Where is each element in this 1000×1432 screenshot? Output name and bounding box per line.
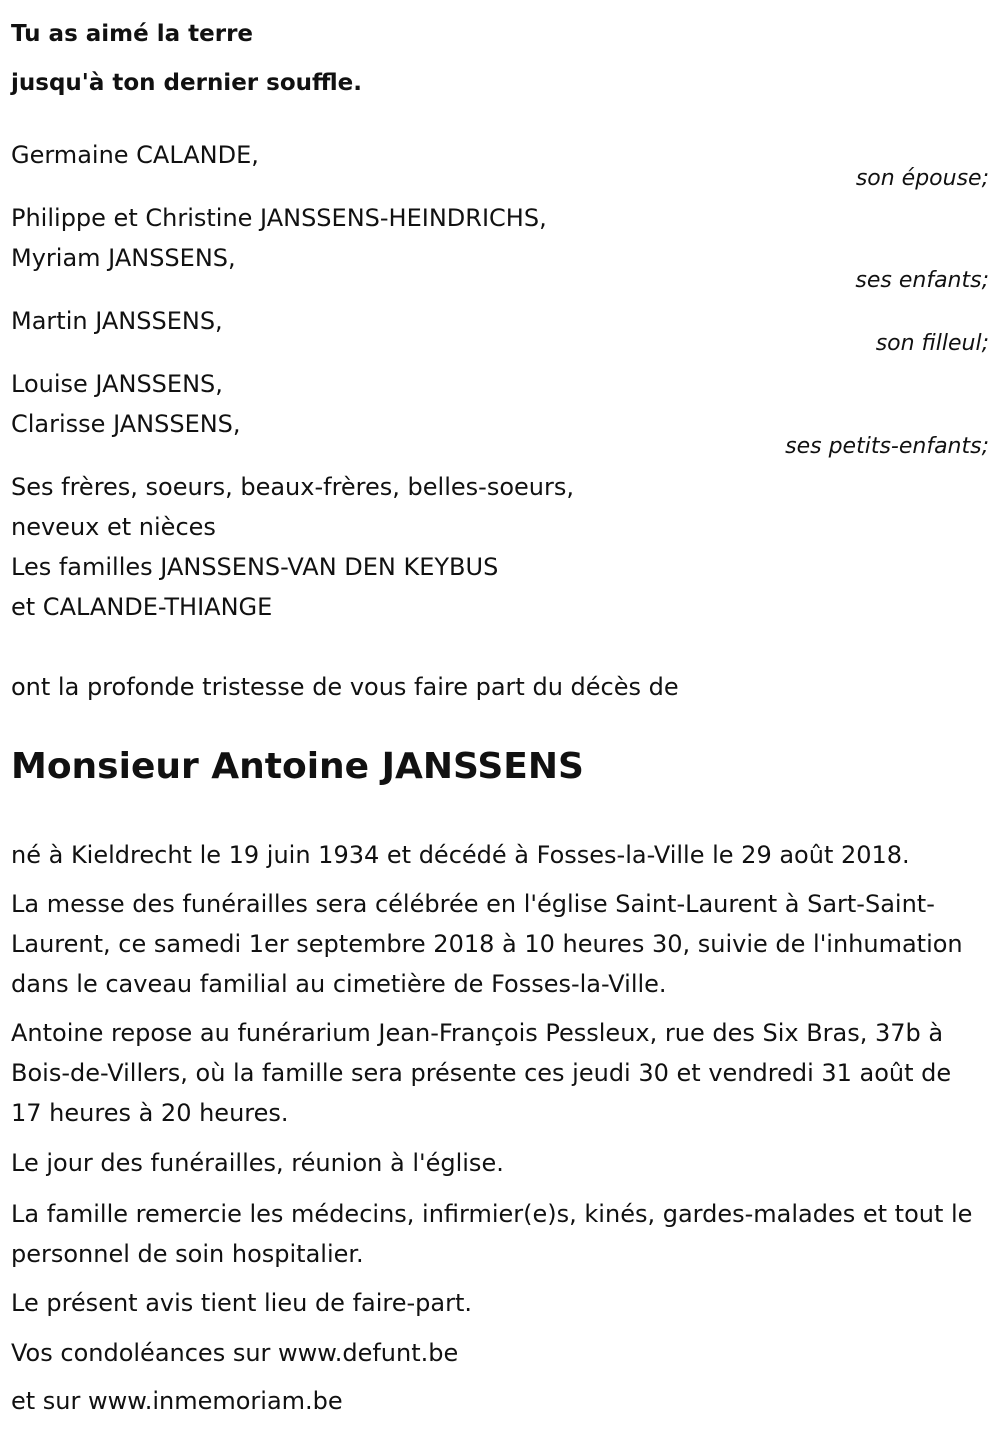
child-name: Philippe et Christine JANSSENS-HEINDRICHS, (11, 204, 547, 232)
notice-note: Le présent avis tient lieu de faire-part. (11, 1289, 473, 1317)
godson-name: Martin JANSSENS, (11, 307, 223, 335)
funerarium-details: Antoine repose au funérarium Jean-François Pessleux, rue des Six Bras, 37b à Bois-de-Villers, où la famille sera présente ces jeudi 30 et vendredi 31 août de 17 heures à 20 heures. (11, 1019, 952, 1127)
epigraph-line-1: Tu as aimé la terre (11, 21, 254, 47)
thanks-note: La famille remercie les médecins, infirmier(e)s, kinés, gardes-malades et tout le personnel de soin hospitalier. (11, 1200, 973, 1268)
birth-death-details: né à Kieldrecht le 19 juin 1934 et décédé à Fosses-la-Ville le 29 août 2018. (11, 841, 910, 869)
deceased-name: Monsieur Antoine JANSSENS (11, 746, 584, 787)
spouse-name: Germaine CALANDE, (11, 141, 259, 169)
funeral-mass-details: La messe des funérailles sera célébrée en l'église Saint-Laurent à Sart-Saint-Laurent, ce samedi 1er septembre 2018 à 10 heures 30, suivie de l'inhumation dans le caveau familial au cimetière de Fosses-la-Ville. (11, 890, 963, 998)
godson-role: son filleul; (875, 331, 989, 356)
grandchild-name: Clarisse JANSSENS, (11, 410, 241, 438)
condolences-link-1[interactable]: Vos condoléances sur www.defunt.be (11, 1339, 459, 1367)
child-name: Myriam JANSSENS, (11, 244, 236, 272)
epigraph-line-2: jusqu'à ton dernier souffle. (11, 70, 363, 96)
children-role: ses enfants; (855, 268, 989, 293)
spouse-role: son épouse; (855, 166, 989, 191)
other-family-line: Les familles JANSSENS-VAN DEN KEYBUS (11, 553, 499, 581)
other-family-line: et CALANDE-THIANGE (11, 593, 273, 621)
grandchild-name: Louise JANSSENS, (11, 370, 223, 398)
epigraph (11, 10, 362, 108)
other-family-line: neveux et nièces (11, 513, 216, 541)
other-family-line: Ses frères, soeurs, beaux-frères, belles-soeurs, (11, 473, 574, 501)
announcement-text: ont la profonde tristesse de vous faire part du décès de (11, 673, 679, 701)
funeral-meeting-note: Le jour des funérailles, réunion à l'église. (11, 1149, 504, 1177)
grandchildren-role: ses petits-enfants; (785, 434, 989, 459)
condolences-link-2[interactable]: et sur www.inmemoriam.be (11, 1387, 343, 1415)
